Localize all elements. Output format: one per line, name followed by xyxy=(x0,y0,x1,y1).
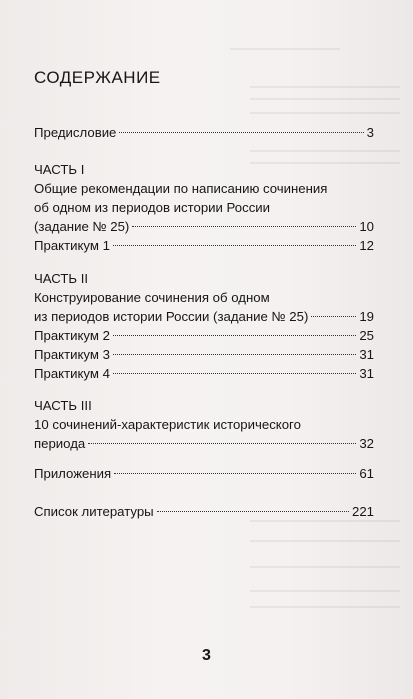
dot-leader xyxy=(88,443,356,444)
toc-page-number: 32 xyxy=(359,436,374,451)
toc-row xyxy=(34,123,374,142)
dot-leader xyxy=(113,354,356,355)
part-heading: ЧАСТЬ I xyxy=(34,162,85,177)
toc-page-number: 3 xyxy=(366,125,374,140)
toc-label: Практикум 4 xyxy=(34,366,110,381)
toc-entry-bibliography xyxy=(34,502,374,521)
toc-page-number: 61 xyxy=(359,466,374,481)
toc-page-number: 19 xyxy=(359,309,374,324)
toc-page-number: 25 xyxy=(359,328,374,343)
bleed-through-line xyxy=(250,606,400,608)
toc-page-number: 31 xyxy=(359,366,374,381)
toc-row xyxy=(34,217,374,236)
part-heading: ЧАСТЬ II xyxy=(34,271,89,286)
toc-label: Предисловие xyxy=(34,125,117,140)
dot-leader xyxy=(132,226,356,227)
dot-leader xyxy=(311,316,356,317)
part-title-line: Общие рекомендации по написанию сочинения xyxy=(34,181,328,196)
part-title-line: об одном из периодов истории России xyxy=(34,200,271,215)
dot-leader xyxy=(157,511,349,512)
toc-row xyxy=(34,434,374,453)
toc-part-3 xyxy=(34,396,374,453)
toc-entry-appendix xyxy=(34,464,374,483)
toc-entry-preface xyxy=(34,123,374,142)
bleed-through-line xyxy=(250,98,400,100)
dot-leader xyxy=(113,373,356,374)
dot-leader xyxy=(119,132,363,133)
toc-row xyxy=(34,326,374,345)
part-heading: ЧАСТЬ III xyxy=(34,398,92,413)
toc-label: Практикум 1 xyxy=(34,238,110,253)
toc-label: Приложения xyxy=(34,466,112,481)
toc-page-number: 12 xyxy=(359,238,374,253)
toc-label: Практикум 3 xyxy=(34,347,110,362)
part-title-line: из периодов истории России (задание № 25) xyxy=(34,309,309,324)
toc-row xyxy=(34,307,374,326)
bleed-through-line xyxy=(250,590,400,592)
dot-leader xyxy=(113,245,356,246)
part-title-line: (задание № 25) xyxy=(34,219,130,234)
page-title: СОДЕРЖАНИЕ xyxy=(34,68,161,87)
toc-row xyxy=(34,464,374,483)
bleed-through-line xyxy=(250,86,400,88)
part-title-line: периода xyxy=(34,436,86,451)
part-title-line: 10 сочинений-характеристик исторического xyxy=(34,417,301,432)
toc-page-number: 221 xyxy=(351,504,374,519)
part-title-line: Конструирование сочинения об одном xyxy=(34,290,270,305)
page-number: 3 xyxy=(202,647,211,664)
bleed-through-line xyxy=(230,48,340,50)
toc-page-number: 31 xyxy=(359,347,374,362)
toc-row xyxy=(34,345,374,364)
bleed-through-line xyxy=(250,150,400,152)
dot-leader xyxy=(114,473,356,474)
toc-part-1 xyxy=(34,160,374,255)
toc-row xyxy=(34,236,374,255)
bleed-through-line xyxy=(250,112,400,114)
toc-label: Список литературы xyxy=(34,504,154,519)
toc-page-number: 10 xyxy=(359,219,374,234)
dot-leader xyxy=(113,335,356,336)
bleed-through-line xyxy=(250,566,400,568)
toc-part-2 xyxy=(34,269,374,383)
toc-label: Практикум 2 xyxy=(34,328,110,343)
toc-row xyxy=(34,364,374,383)
bleed-through-line xyxy=(250,540,400,542)
toc-row xyxy=(34,502,374,521)
